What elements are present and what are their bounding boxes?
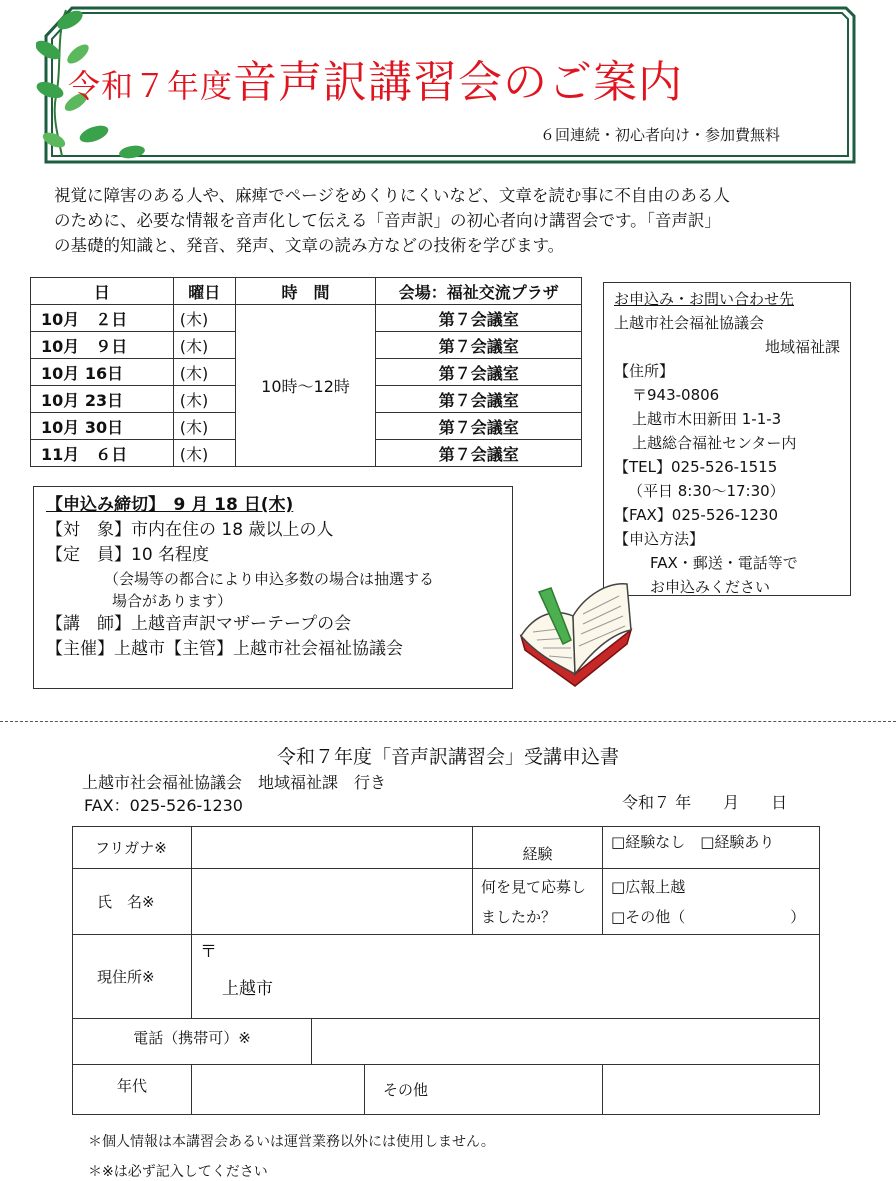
session-date: 10月 23日: [31, 386, 174, 413]
form-date: 令和７ 年 月 日: [622, 793, 788, 812]
capacity: 【定 員】10 名程度: [46, 545, 210, 565]
capacity-note2: 場合があります）: [112, 592, 233, 610]
experience-options[interactable]: □経験なし □経験あり: [603, 827, 820, 869]
furigana-input[interactable]: [192, 827, 473, 869]
phone-input[interactable]: [312, 1019, 820, 1065]
title-main: 音声訳講習会のご案内: [233, 57, 684, 108]
header-date: 日: [31, 278, 174, 305]
form-recipient: 上越市社会福祉協議会 地域福祉課 行き: [82, 773, 387, 792]
address-label: 現住所※: [73, 935, 192, 1019]
method-label: 【申込方法】: [614, 530, 705, 548]
address-input[interactable]: [192, 935, 820, 1019]
footnote-required: ＊※は必ず記入してください: [88, 1164, 268, 1180]
header-dow: 曜日: [173, 278, 235, 305]
age-input[interactable]: [192, 1065, 365, 1115]
header-venue: 会場：福祉交流プラザ: [376, 278, 582, 305]
session-room: 第７会議室: [376, 359, 582, 386]
form-row-phone: [73, 1019, 820, 1065]
name-label: 氏 名※: [73, 869, 192, 935]
name-input[interactable]: [192, 869, 473, 935]
contact-postal: 〒943-0806: [632, 386, 720, 404]
source-option-koho[interactable]: □広報上越: [611, 877, 686, 896]
organizer: 【主催】上越市【主管】上越市社会福祉協議会: [46, 639, 403, 659]
contact-heading: お申込み・お問い合わせ先: [614, 290, 795, 308]
page-title: [68, 46, 683, 110]
session-dow: (木): [173, 386, 235, 413]
form-title: 令和７年度「音声訳講習会」受講申込書: [276, 746, 619, 768]
method-line2: お申込みください: [650, 578, 771, 596]
other-label: その他: [365, 1065, 603, 1115]
session-date: 10月 ９日: [31, 332, 174, 359]
target: 【対 象】市内在住の 18 歳以上の人: [46, 520, 334, 540]
subtitle: ６回連続・初心者向け・参加費無料: [540, 126, 781, 144]
contact-hours: （平日 8:30～17:30）: [628, 482, 785, 500]
intro-line: の基礎的知識と、発音、発声、文章の読み方などの技術を学びます。: [54, 236, 565, 255]
form-row-furigana: [73, 827, 820, 869]
session-room: 第７会議室: [376, 305, 582, 332]
session-date: 11月 ６日: [31, 440, 174, 467]
source-options[interactable]: [603, 869, 820, 935]
phone-label: 電話（携帯可）※: [73, 1019, 312, 1065]
session-time: 10時～12時: [235, 305, 376, 467]
session-dow: (木): [173, 359, 235, 386]
contact-dept: 地域福祉課: [764, 338, 840, 356]
furigana-label: フリガナ※: [73, 827, 192, 869]
contact-tel: 【TEL】025-526-1515: [614, 458, 778, 476]
address-city: 上越市: [222, 979, 273, 999]
lecturer: 【講 師】上越音声訳マザーテープの会: [46, 614, 352, 634]
header-time: 時 間: [235, 278, 376, 305]
source-question: [473, 869, 603, 935]
experience-label: 経験: [473, 827, 603, 869]
form-row-address: [73, 935, 820, 1019]
intro-line: のために、必要な情報を音声化して伝える「音声訳」の初心者向け講習会です。「音声訳」: [54, 211, 721, 230]
form-row-name: [73, 869, 820, 935]
info-box: [33, 486, 513, 689]
cut-line: [0, 721, 896, 722]
form-fax: FAX：025-526-1230: [84, 796, 243, 815]
deadline: 【申込み締切】 9 月 18 日(木): [46, 495, 294, 515]
session-room: 第７会議室: [376, 440, 582, 467]
contact-box: [603, 282, 851, 596]
source-option-other[interactable]: □その他（ ）: [611, 907, 806, 926]
session-date: 10月 ２日: [31, 305, 174, 332]
session-dow: (木): [173, 413, 235, 440]
contact-address1: 上越市木田新田 1-1-3: [632, 410, 782, 428]
form-row-age: [73, 1065, 820, 1115]
footnote-privacy: ＊個人情報は本講習会あるいは運営業務以外には使用しません。: [88, 1134, 495, 1150]
session-dow: (木): [173, 305, 235, 332]
schedule-table: [30, 277, 582, 467]
intro-paragraph: [54, 183, 834, 258]
title-prefix: 令和７年度: [68, 67, 234, 105]
session-dow: (木): [173, 332, 235, 359]
schedule-header-row: [31, 278, 582, 305]
source-question-line2: ましたか？: [481, 907, 557, 926]
method-line1: FAX・郵送・電話等で: [650, 554, 798, 572]
session-room: 第７会議室: [376, 413, 582, 440]
session-room: 第７会議室: [376, 386, 582, 413]
capacity-note1: （会場等の都合により申込多数の場合は抽選する: [104, 570, 435, 588]
session-date: 10月 16日: [31, 359, 174, 386]
application-form: [72, 826, 820, 1115]
postal-mark: 〒: [200, 942, 217, 962]
age-label: 年代: [73, 1065, 192, 1115]
session-room: 第７会議室: [376, 332, 582, 359]
table-row: [31, 305, 582, 332]
address-label: 【住所】: [614, 362, 675, 380]
other-input[interactable]: [603, 1065, 820, 1115]
session-dow: (木): [173, 440, 235, 467]
intro-line: 視覚に障害のある人や、麻痺でページをめくりにくいなど、文章を読む事に不自由のある人: [54, 186, 730, 205]
contact-address2: 上越総合福祉センター内: [632, 434, 797, 452]
contact-fax: 【FAX】025-526-1230: [614, 506, 779, 524]
source-question-line1: 何を見て応募し: [481, 877, 587, 896]
open-book-icon: [515, 574, 637, 699]
contact-org: 上越市社会福祉協議会: [614, 314, 765, 332]
session-date: 10月 30日: [31, 413, 174, 440]
